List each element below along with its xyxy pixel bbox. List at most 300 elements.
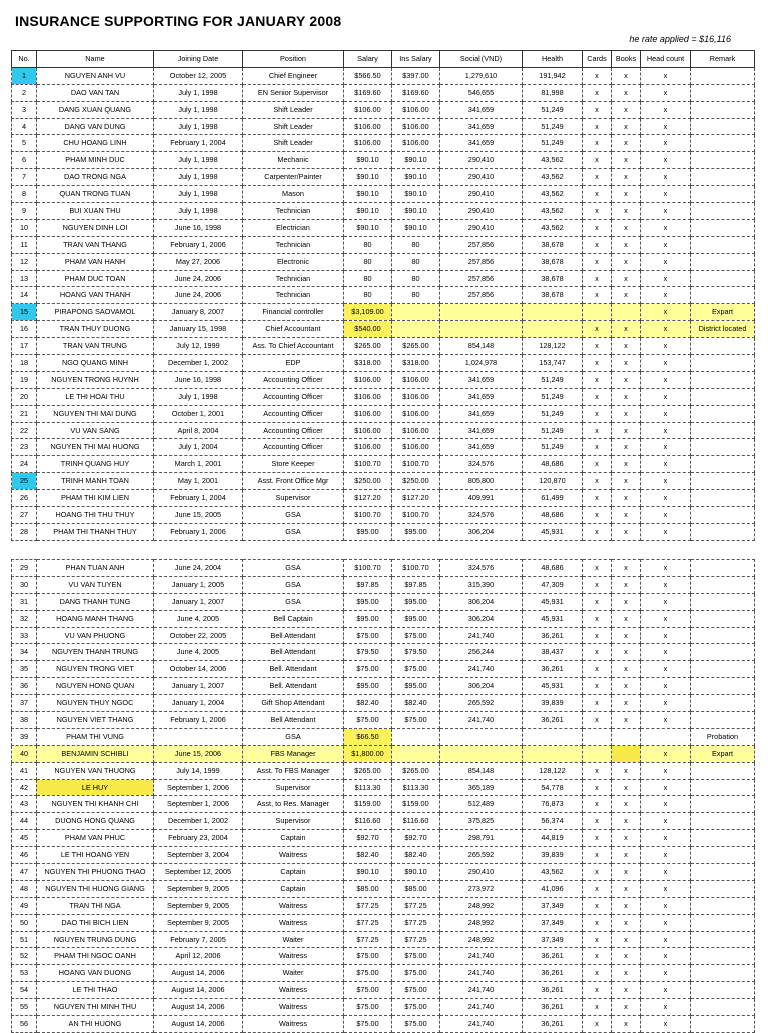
cell-remark — [691, 560, 755, 577]
cell-books: x — [612, 338, 641, 355]
cell-no: 45 — [12, 830, 37, 847]
cell-head-count: x — [641, 813, 691, 830]
cell-social: 375,825 — [440, 813, 523, 830]
cell-social: 306,204 — [440, 523, 523, 540]
cell-health: 45,931 — [523, 678, 583, 695]
cell-cards — [583, 745, 612, 762]
cell-salary: $106.00 — [344, 118, 392, 135]
cell-no: 5 — [12, 135, 37, 152]
cell-no: 38 — [12, 712, 37, 729]
cell-remark — [691, 897, 755, 914]
cell-books: x — [612, 779, 641, 796]
cell-books: x — [612, 118, 641, 135]
cell-health: 191,942 — [523, 67, 583, 84]
report-title: INSURANCE SUPPORTING FOR JANUARY 2008 — [15, 13, 342, 29]
cell-joining-date: June 4, 2005 — [154, 644, 243, 661]
cell-remark — [691, 610, 755, 627]
cell-books: x — [612, 982, 641, 999]
cell-cards: x — [583, 695, 612, 712]
cell-salary: $95.00 — [344, 610, 392, 627]
cell-ins-salary: $77.25 — [392, 931, 440, 948]
cell-salary: $90.10 — [344, 864, 392, 881]
cell-no: 22 — [12, 422, 37, 439]
cell-books: x — [612, 644, 641, 661]
cell-name: NGUYEN THI PHUONG THAO — [37, 864, 154, 881]
cell-health: 76,873 — [523, 796, 583, 813]
cell-books: x — [612, 490, 641, 507]
table-row — [12, 439, 755, 456]
table-row — [12, 405, 755, 422]
cell-head-count: x — [641, 236, 691, 253]
cell-ins-salary: $97.85 — [392, 576, 440, 593]
cell-ins-salary: $77.25 — [392, 897, 440, 914]
cell-cards: x — [583, 236, 612, 253]
cell-position: GSA — [243, 523, 344, 540]
cell-cards: x — [583, 813, 612, 830]
cell-remark — [691, 338, 755, 355]
cell-head-count: x — [641, 507, 691, 524]
cell-ins-salary: $79.50 — [392, 644, 440, 661]
cell-ins-salary — [392, 304, 440, 321]
cell-position: Bell Attendant — [243, 644, 344, 661]
table-row — [12, 270, 755, 287]
cell-cards: x — [583, 1016, 612, 1033]
cell-cards: x — [583, 897, 612, 914]
cell-books: x — [612, 101, 641, 118]
cell-no: 19 — [12, 371, 37, 388]
cell-health: 36,261 — [523, 627, 583, 644]
table-row — [12, 982, 755, 999]
cell-no: 30 — [12, 576, 37, 593]
cell-no: 53 — [12, 965, 37, 982]
cell-cards: x — [583, 593, 612, 610]
cell-remark — [691, 355, 755, 372]
cell-name: BENJAMIN SCHIBLI — [37, 745, 154, 762]
cell-ins-salary: $90.10 — [392, 186, 440, 203]
cell-joining-date: June 16, 1998 — [154, 371, 243, 388]
cell-joining-date: May 27, 2006 — [154, 253, 243, 270]
cell-joining-date: December 1, 2002 — [154, 355, 243, 372]
cell-health: 45,931 — [523, 610, 583, 627]
cell-cards: x — [583, 338, 612, 355]
table-row — [12, 67, 755, 84]
cell-ins-salary: $90.10 — [392, 152, 440, 169]
cell-cards: x — [583, 948, 612, 965]
col-name-header: Name — [37, 51, 154, 68]
cell-name: HOANG VAN THANH — [37, 287, 154, 304]
cell-head-count: x — [641, 422, 691, 439]
cell-joining-date — [154, 728, 243, 745]
cell-cards: x — [583, 847, 612, 864]
cell-books: x — [612, 219, 641, 236]
cell-salary: $100.70 — [344, 507, 392, 524]
cell-salary: 80 — [344, 287, 392, 304]
col-salary-header: Salary — [344, 51, 392, 68]
cell-remark — [691, 999, 755, 1016]
cell-no: 33 — [12, 627, 37, 644]
cell-head-count: x — [641, 371, 691, 388]
cell-cards: x — [583, 880, 612, 897]
table-row — [12, 456, 755, 473]
cell-books: x — [612, 931, 641, 948]
cell-salary: $566.50 — [344, 67, 392, 84]
cell-cards: x — [583, 321, 612, 338]
cell-remark: Probation — [691, 728, 755, 745]
cell-health: 37,349 — [523, 897, 583, 914]
cell-position: Waitress — [243, 948, 344, 965]
cell-position: Waitress — [243, 999, 344, 1016]
cell-cards: x — [583, 507, 612, 524]
cell-position: Bell Captain — [243, 610, 344, 627]
cell-books: x — [612, 371, 641, 388]
cell-name: VU VAN TUYEN — [37, 576, 154, 593]
cell-head-count: x — [641, 203, 691, 220]
cell-ins-salary: $100.70 — [392, 456, 440, 473]
cell-salary: $95.00 — [344, 523, 392, 540]
cell-name: HOANG MANH THANG — [37, 610, 154, 627]
cell-no: 11 — [12, 236, 37, 253]
cell-remark — [691, 931, 755, 948]
cell-remark — [691, 644, 755, 661]
cell-ins-salary: $90.10 — [392, 864, 440, 881]
cell-health: 38,678 — [523, 236, 583, 253]
cell-salary: $106.00 — [344, 371, 392, 388]
cell-no: 36 — [12, 678, 37, 695]
cell-joining-date: January 15, 1998 — [154, 321, 243, 338]
cell-position: Waitress — [243, 847, 344, 864]
cell-position: Waiter — [243, 931, 344, 948]
cell-books: x — [612, 712, 641, 729]
cell-social: 512,489 — [440, 796, 523, 813]
cell-no: 43 — [12, 796, 37, 813]
cell-remark — [691, 779, 755, 796]
table-row — [12, 914, 755, 931]
cell-social — [440, 745, 523, 762]
cell-remark — [691, 118, 755, 135]
cell-joining-date: February 1, 2006 — [154, 236, 243, 253]
cell-name: NGUYEN THI MAI DUNG — [37, 405, 154, 422]
cell-health: 39,839 — [523, 695, 583, 712]
cell-health: 51,249 — [523, 135, 583, 152]
table-row — [12, 593, 755, 610]
cell-no: 52 — [12, 948, 37, 965]
cell-salary: $82.40 — [344, 695, 392, 712]
cell-no: 42 — [12, 779, 37, 796]
cell-name: TRINH MANH TOAN — [37, 473, 154, 490]
cell-no: 28 — [12, 523, 37, 540]
cell-health: 51,249 — [523, 422, 583, 439]
cell-position: Carpenter/Painter — [243, 169, 344, 186]
cell-name: PHAM THI THANH THUY — [37, 523, 154, 540]
cell-salary: $116.60 — [344, 813, 392, 830]
cell-salary: 80 — [344, 236, 392, 253]
cell-no: 47 — [12, 864, 37, 881]
cell-remark — [691, 523, 755, 540]
cell-head-count: x — [641, 745, 691, 762]
cell-ins-salary: 80 — [392, 253, 440, 270]
cell-salary: $75.00 — [344, 627, 392, 644]
cell-position: Supervisor — [243, 779, 344, 796]
cell-social: 341,659 — [440, 101, 523, 118]
cell-books — [612, 728, 641, 745]
cell-name: DANG THANH TUNG — [37, 593, 154, 610]
cell-ins-salary: $95.00 — [392, 593, 440, 610]
cell-ins-salary: $265.00 — [392, 762, 440, 779]
cell-health: 51,249 — [523, 371, 583, 388]
cell-salary: $106.00 — [344, 101, 392, 118]
cell-position: Bell. Attendant — [243, 661, 344, 678]
cell-no: 14 — [12, 287, 37, 304]
cell-health: 128,122 — [523, 338, 583, 355]
cell-books: x — [612, 473, 641, 490]
table-row — [12, 965, 755, 982]
cell-ins-salary: $100.70 — [392, 507, 440, 524]
cell-ins-salary: $75.00 — [392, 982, 440, 999]
cell-books: x — [612, 813, 641, 830]
cell-head-count: x — [641, 576, 691, 593]
cell-ins-salary: $100.70 — [392, 560, 440, 577]
cell-name: VU VAN PHUONG — [37, 627, 154, 644]
cell-position: Bell Attendant — [243, 712, 344, 729]
cell-salary: $75.00 — [344, 948, 392, 965]
cell-joining-date: October 12, 2005 — [154, 67, 243, 84]
cell-books: x — [612, 796, 641, 813]
cell-social: 341,659 — [440, 388, 523, 405]
cell-salary: $77.25 — [344, 914, 392, 931]
cell-health — [523, 745, 583, 762]
cell-social: 256,244 — [440, 644, 523, 661]
cell-salary: $79.50 — [344, 644, 392, 661]
cell-cards: x — [583, 287, 612, 304]
cell-social: 265,592 — [440, 847, 523, 864]
cell-name: DAO VAN TAN — [37, 84, 154, 101]
cell-joining-date: February 1, 2006 — [154, 712, 243, 729]
cell-joining-date: May 1, 2001 — [154, 473, 243, 490]
cell-ins-salary: $169.60 — [392, 84, 440, 101]
cell-books: x — [612, 897, 641, 914]
cell-ins-salary: 80 — [392, 236, 440, 253]
col-cards-header: Cards — [583, 51, 612, 68]
cell-cards: x — [583, 101, 612, 118]
cell-position: Bell. Attendant — [243, 678, 344, 695]
cell-social: 241,740 — [440, 712, 523, 729]
cell-no: 46 — [12, 847, 37, 864]
cell-remark — [691, 186, 755, 203]
cell-cards: x — [583, 627, 612, 644]
table-row — [12, 999, 755, 1016]
table-row — [12, 560, 755, 577]
col-books-header: Books — [612, 51, 641, 68]
cell-social — [440, 304, 523, 321]
cell-head-count: x — [641, 253, 691, 270]
cell-ins-salary: $106.00 — [392, 405, 440, 422]
cell-social: 409,991 — [440, 490, 523, 507]
cell-cards: x — [583, 830, 612, 847]
cell-salary: $66.50 — [344, 728, 392, 745]
cell-social: 241,740 — [440, 999, 523, 1016]
cell-health: 81,998 — [523, 84, 583, 101]
cell-ins-salary — [392, 321, 440, 338]
cell-position: Shift Leader — [243, 118, 344, 135]
cell-position: EN Senior Supervisor — [243, 84, 344, 101]
cell-name: PHAM THI KIM LIEN — [37, 490, 154, 507]
cell-position: Mason — [243, 186, 344, 203]
cell-social: 265,592 — [440, 695, 523, 712]
cell-books: x — [612, 560, 641, 577]
table-row — [12, 304, 755, 321]
cell-position: Shift Leader — [243, 101, 344, 118]
cell-social: 341,659 — [440, 422, 523, 439]
cell-name: DANG XUAN QUANG — [37, 101, 154, 118]
cell-social: 365,189 — [440, 779, 523, 796]
cell-no: 16 — [12, 321, 37, 338]
table-row — [12, 712, 755, 729]
cell-books: x — [612, 914, 641, 931]
cell-health: 36,261 — [523, 965, 583, 982]
cell-head-count: x — [641, 627, 691, 644]
cell-position: Waiter — [243, 965, 344, 982]
cell-position: FBS Manager — [243, 745, 344, 762]
cell-social: 341,659 — [440, 135, 523, 152]
cell-books: x — [612, 456, 641, 473]
cell-cards: x — [583, 576, 612, 593]
cell-health: 45,931 — [523, 523, 583, 540]
cell-books: x — [612, 507, 641, 524]
cell-name: PHAM VAN PHUC — [37, 830, 154, 847]
cell-salary: $106.00 — [344, 422, 392, 439]
cell-books: x — [612, 355, 641, 372]
cell-name: TRAN VAN TRUNG — [37, 338, 154, 355]
cell-head-count: x — [641, 118, 691, 135]
cell-cards: x — [583, 355, 612, 372]
col-position-header: Position — [243, 51, 344, 68]
cell-health: 51,249 — [523, 118, 583, 135]
cell-salary: $90.10 — [344, 169, 392, 186]
cell-no: 27 — [12, 507, 37, 524]
cell-health: 51,249 — [523, 388, 583, 405]
col-health-header: Health — [523, 51, 583, 68]
cell-name: TRAN THUY DUONG — [37, 321, 154, 338]
cell-no: 3 — [12, 101, 37, 118]
table-row — [12, 355, 755, 372]
cell-position: Waitress — [243, 897, 344, 914]
cell-books: x — [612, 610, 641, 627]
cell-social: 290,410 — [440, 169, 523, 186]
cell-ins-salary: $82.40 — [392, 847, 440, 864]
cell-name: NGUYEN THI KHANH CHI — [37, 796, 154, 813]
table-row — [12, 422, 755, 439]
cell-books: x — [612, 948, 641, 965]
table-row — [12, 84, 755, 101]
cell-head-count: x — [641, 473, 691, 490]
cell-no: 13 — [12, 270, 37, 287]
cell-name: DAO TRONG NGA — [37, 169, 154, 186]
cell-position: Accounting Officer — [243, 388, 344, 405]
cell-remark — [691, 84, 755, 101]
cell-health: 36,261 — [523, 661, 583, 678]
cell-books: x — [612, 593, 641, 610]
cell-name: CHU HOANG LINH — [37, 135, 154, 152]
cell-no: 21 — [12, 405, 37, 422]
cell-head-count: x — [641, 593, 691, 610]
cell-salary: $75.00 — [344, 982, 392, 999]
exchange-rate-note: he rate applied = $16,116 — [629, 34, 731, 44]
cell-remark — [691, 847, 755, 864]
insurance-table-part-1 — [11, 50, 755, 541]
cell-position: Accounting Officer — [243, 422, 344, 439]
cell-health: 43,562 — [523, 169, 583, 186]
cell-joining-date: July 14, 1999 — [154, 762, 243, 779]
cell-no: 35 — [12, 661, 37, 678]
cell-ins-salary: $113.30 — [392, 779, 440, 796]
col-ins-salary-header: Ins Salary — [392, 51, 440, 68]
cell-cards: x — [583, 490, 612, 507]
cell-cards: x — [583, 982, 612, 999]
cell-joining-date: October 1, 2001 — [154, 405, 243, 422]
cell-cards: x — [583, 965, 612, 982]
cell-social: 341,659 — [440, 439, 523, 456]
cell-joining-date: July 1, 1998 — [154, 118, 243, 135]
col-remark-header: Remark — [691, 51, 755, 68]
cell-joining-date: January 1, 2005 — [154, 576, 243, 593]
cell-head-count: x — [641, 695, 691, 712]
cell-head-count: x — [641, 1016, 691, 1033]
cell-health: 43,562 — [523, 864, 583, 881]
cell-health: 36,261 — [523, 712, 583, 729]
cell-name: BUI XUAN THU — [37, 203, 154, 220]
table-row — [12, 523, 755, 540]
cell-name: QUAN TRONG TUAN — [37, 186, 154, 203]
cell-head-count: x — [641, 355, 691, 372]
cell-books: x — [612, 762, 641, 779]
cell-joining-date: February 1, 2004 — [154, 135, 243, 152]
cell-name: NGUYEN HONG QUAN — [37, 678, 154, 695]
cell-no: 32 — [12, 610, 37, 627]
cell-head-count: x — [641, 456, 691, 473]
cell-position: Captain — [243, 830, 344, 847]
cell-books: x — [612, 152, 641, 169]
cell-ins-salary: $106.00 — [392, 422, 440, 439]
cell-remark — [691, 135, 755, 152]
table-row — [12, 203, 755, 220]
cell-social: 324,576 — [440, 507, 523, 524]
cell-head-count: x — [641, 304, 691, 321]
cell-salary: $75.00 — [344, 661, 392, 678]
cell-no: 40 — [12, 745, 37, 762]
cell-books: x — [612, 67, 641, 84]
cell-name: PIRAPONG SAOVAMOL — [37, 304, 154, 321]
cell-social: 257,856 — [440, 253, 523, 270]
cell-salary: $82.40 — [344, 847, 392, 864]
cell-cards: x — [583, 779, 612, 796]
cell-books: x — [612, 880, 641, 897]
cell-ins-salary: $95.00 — [392, 523, 440, 540]
cell-salary: $90.10 — [344, 152, 392, 169]
cell-name: TRAN VAN THANG — [37, 236, 154, 253]
cell-name: LE THI HOANG YEN — [37, 847, 154, 864]
cell-ins-salary: $127.20 — [392, 490, 440, 507]
cell-joining-date: June 16, 1998 — [154, 219, 243, 236]
cell-health: 41,096 — [523, 880, 583, 897]
cell-remark — [691, 219, 755, 236]
cell-joining-date: March 1, 2001 — [154, 456, 243, 473]
cell-salary: $100.70 — [344, 456, 392, 473]
cell-joining-date: September 12, 2005 — [154, 864, 243, 881]
cell-social: 257,856 — [440, 270, 523, 287]
cell-joining-date: September 3, 2004 — [154, 847, 243, 864]
cell-books: x — [612, 186, 641, 203]
cell-position: Bell Attendant — [243, 627, 344, 644]
